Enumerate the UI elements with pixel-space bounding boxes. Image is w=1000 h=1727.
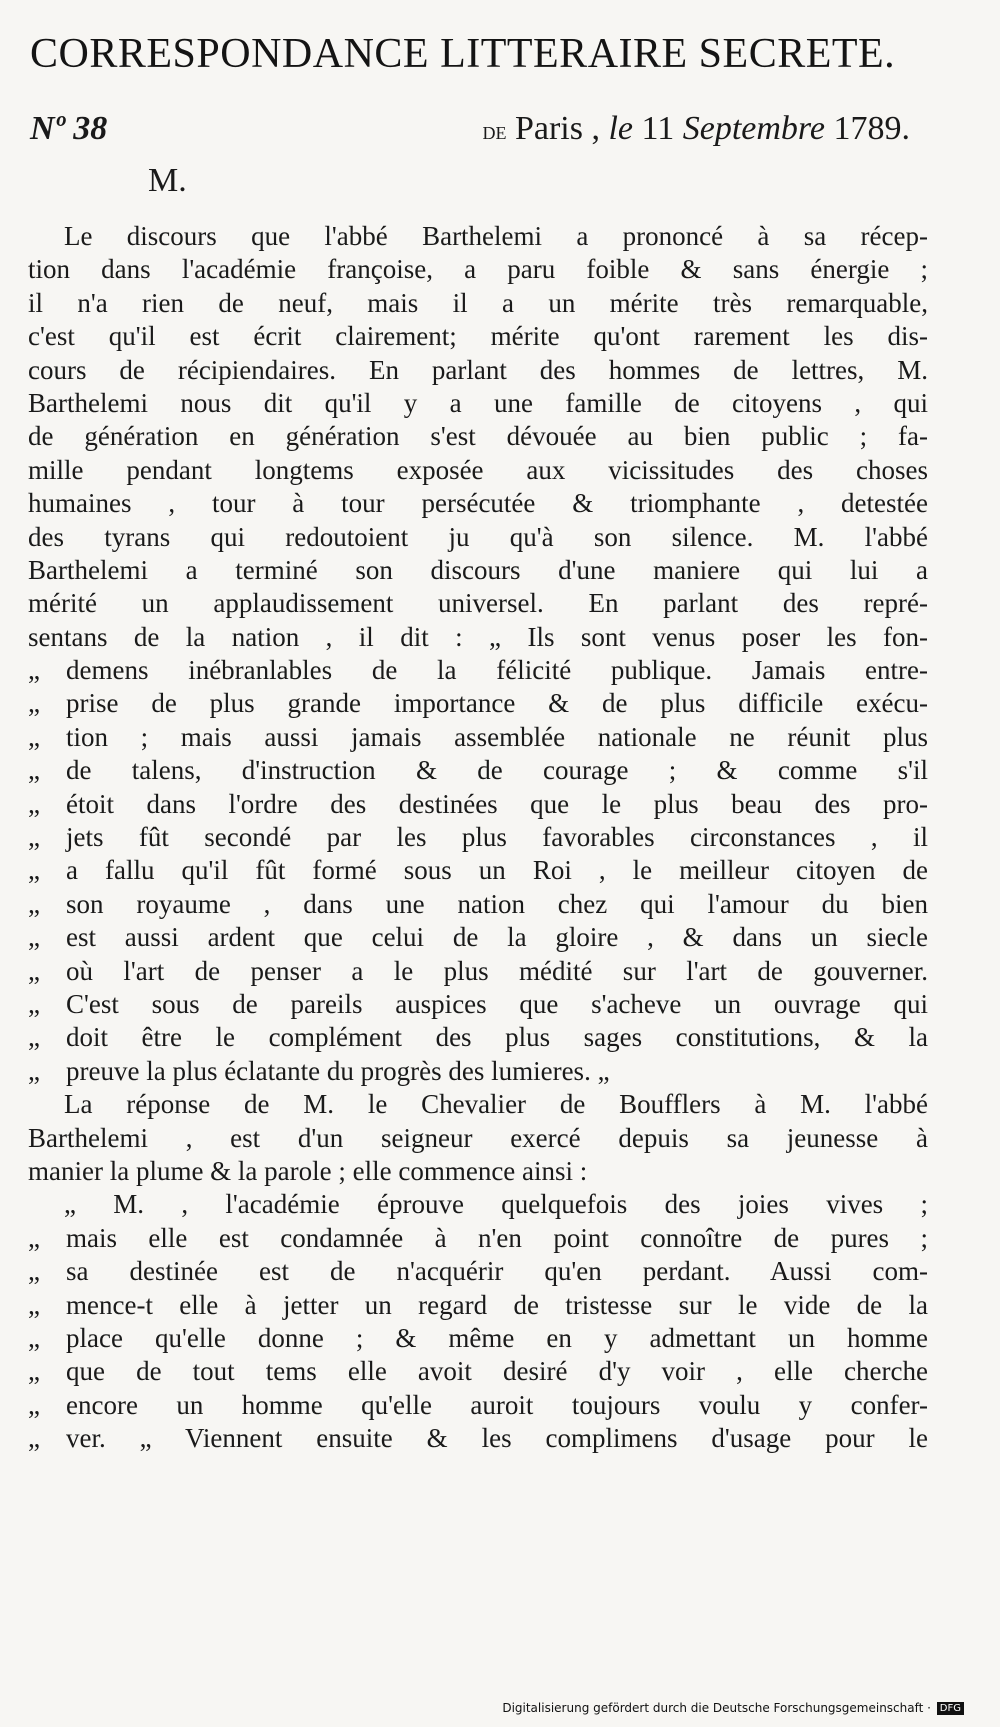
text-line <box>28 1122 928 1155</box>
text-line <box>28 621 928 654</box>
quote-mark: „ <box>28 822 40 853</box>
text-line <box>28 788 928 821</box>
line-text: ver. „ Viennent ensuite & les complimens d'usage pour le <box>66 1423 928 1454</box>
line-text: Le discours que l'abbé Barthelemi a prononcé à sa récep- <box>64 221 928 251</box>
dateline-day: 11 <box>641 110 675 147</box>
quote-mark: „ <box>28 1322 40 1353</box>
text-line <box>28 854 928 887</box>
body-text <box>28 220 928 1455</box>
text-line <box>28 821 928 854</box>
text-line <box>28 1255 928 1288</box>
text-line <box>28 1355 928 1388</box>
quote-mark: „ <box>28 721 40 752</box>
quote-mark: „ <box>28 1256 40 1287</box>
text-line <box>28 1322 928 1355</box>
line-text: où l'art de penser a le plus médité sur l'art de gouverner. <box>66 955 928 986</box>
quote-mark: „ <box>28 888 40 919</box>
quote-mark: „ <box>28 922 40 953</box>
line-text: „ M. , l'académie éprouve quelquefois des joies vives ; <box>64 1189 928 1220</box>
text-line <box>28 1289 928 1322</box>
quote-mark: „ <box>28 855 40 886</box>
text-line <box>28 1055 928 1088</box>
text-line <box>28 921 928 954</box>
dateline-de: de <box>482 116 507 145</box>
dateline-month: Septembre <box>682 110 825 147</box>
text-line <box>28 1422 928 1455</box>
text-line <box>28 654 928 687</box>
footer-text: Digitalisierung gefördert durch die Deutsche Forschungsgemeinschaft · <box>502 1701 931 1715</box>
issue-number: Nº 38 <box>30 110 108 147</box>
line-text: c'est qu'il est écrit clairement; mérite qu'ont rarement les dis- <box>28 321 928 352</box>
quote-mark: „ <box>28 688 40 719</box>
text-line <box>28 420 928 453</box>
quote-mark: „ <box>28 1389 40 1420</box>
line-text: mille pendant longtems exposée aux vicissitudes des choses <box>28 454 928 485</box>
text-line <box>28 454 928 487</box>
line-text: preuve la plus éclatante du progrès des lumieres. „ <box>66 1055 610 1086</box>
line-text: sa destinée est de n'acquérir qu'en perdant. Aussi com- <box>66 1256 928 1287</box>
quote-mark: „ <box>28 788 40 819</box>
line-text: Barthelemi , est d'un seigneur exercé depuis sa jeunesse à <box>28 1122 928 1153</box>
line-text: doit être le complément des plus sages constitutions, & la <box>66 1022 928 1053</box>
dateline-place: Paris , <box>514 110 600 147</box>
salutation: M. <box>148 162 187 199</box>
text-line <box>28 253 928 286</box>
quote-mark: „ <box>28 1055 40 1086</box>
quote-mark: „ <box>28 988 40 1019</box>
text-line <box>28 521 928 554</box>
line-text: Barthelemi a terminé son discours d'une maniere qui lui a <box>28 554 928 585</box>
line-text: est aussi ardent que celui de la gloire , & dans un siecle <box>66 922 928 953</box>
line-text: place qu'elle donne ; & même en y admettant un homme <box>66 1322 928 1353</box>
text-line <box>28 754 928 787</box>
line-text: des tyrans qui redoutoient ju qu'à son silence. M. l'abbé <box>28 521 928 552</box>
text-line <box>28 587 928 620</box>
dateline-year: 1789. <box>833 110 910 147</box>
text-line <box>28 955 928 988</box>
line-text: encore un homme qu'elle auroit toujours voulu y confer- <box>66 1389 928 1420</box>
line-text: de génération en génération s'est dévouée au bien public ; fa- <box>28 421 928 452</box>
text-line <box>28 487 928 520</box>
line-text: La réponse de M. le Chevalier de Boufflers à M. l'abbé <box>64 1089 928 1120</box>
digitization-footer <box>502 1701 964 1715</box>
line-text: demens inébranlables de la félicité publique. Jamais entre- <box>66 655 928 686</box>
text-line <box>28 988 928 1021</box>
quote-mark: „ <box>28 1022 40 1053</box>
text-line <box>28 387 928 420</box>
line-text: que de tout tems elle avoit desiré d'y voir , elle cherche <box>66 1356 928 1387</box>
text-line <box>28 687 928 720</box>
quote-mark: „ <box>28 655 40 686</box>
line-text: cours de récipiendaires. En parlant des hommes de lettres, M. <box>28 354 928 385</box>
line-text: sentans de la nation , il dit : „ Ils sont venus poser les fon- <box>28 621 928 652</box>
line-text: Barthelemi nous dit qu'il y a une famille de citoyens , qui <box>28 387 928 418</box>
dfg-logo: DFG <box>937 1702 964 1715</box>
line-text: C'est sous de pareils auspices que s'acheve un ouvrage qui <box>66 988 928 1019</box>
line-text: manier la plume & la parole ; elle commence ainsi : <box>28 1155 588 1186</box>
line-text: mence-t elle à jetter un regard de tristesse sur le vide de la <box>66 1289 928 1320</box>
text-line <box>28 320 928 353</box>
text-line <box>28 220 928 253</box>
text-line <box>28 1088 928 1121</box>
line-text: tion ; mais aussi jamais assemblée nationale ne réunit plus <box>66 721 928 752</box>
line-text: mais elle est condamnée à n'en point connoître de pures ; <box>66 1222 928 1253</box>
quote-mark: „ <box>28 1289 40 1320</box>
quote-mark: „ <box>28 1356 40 1387</box>
text-line <box>28 354 928 387</box>
line-text: a fallu qu'il fût formé sous un Roi , le meilleur citoyen de <box>66 855 928 886</box>
quote-mark: „ <box>28 1423 40 1454</box>
line-text: mérité un applaudissement universel. En parlant des repré- <box>28 588 928 619</box>
masthead-title: CORRESPONDANCE LITTERAIRE SECRETE. <box>30 31 896 77</box>
text-line <box>28 888 928 921</box>
quote-mark: „ <box>28 955 40 986</box>
dateline-le: le <box>608 110 633 147</box>
quote-mark: „ <box>28 1222 40 1253</box>
text-line <box>28 1389 928 1422</box>
line-text: il n'a rien de neuf, mais il a un mérite très remarquable, <box>28 287 928 318</box>
text-line <box>28 1155 928 1188</box>
dateline <box>482 110 910 148</box>
quote-mark: „ <box>28 755 40 786</box>
line-text: son royaume , dans une nation chez qui l'amour du bien <box>66 888 928 919</box>
text-line <box>28 287 928 320</box>
text-line <box>28 1188 928 1221</box>
text-line <box>28 1021 928 1054</box>
text-line <box>28 554 928 587</box>
line-text: étoit dans l'ordre des destinées que le plus beau des pro- <box>66 788 928 819</box>
line-text: humaines , tour à tour persécutée & triomphante , detestée <box>28 488 928 519</box>
line-text: prise de plus grande importance & de plus difficile exécu- <box>66 688 928 719</box>
line-text: de talens, d'instruction & de courage ; & comme s'il <box>66 755 928 786</box>
line-text: tion dans l'académie françoise, a paru foible & sans énergie ; <box>28 254 928 285</box>
text-line <box>28 1222 928 1255</box>
line-text: jets fût secondé par les plus favorables circonstances , il <box>66 822 928 853</box>
text-line <box>28 721 928 754</box>
